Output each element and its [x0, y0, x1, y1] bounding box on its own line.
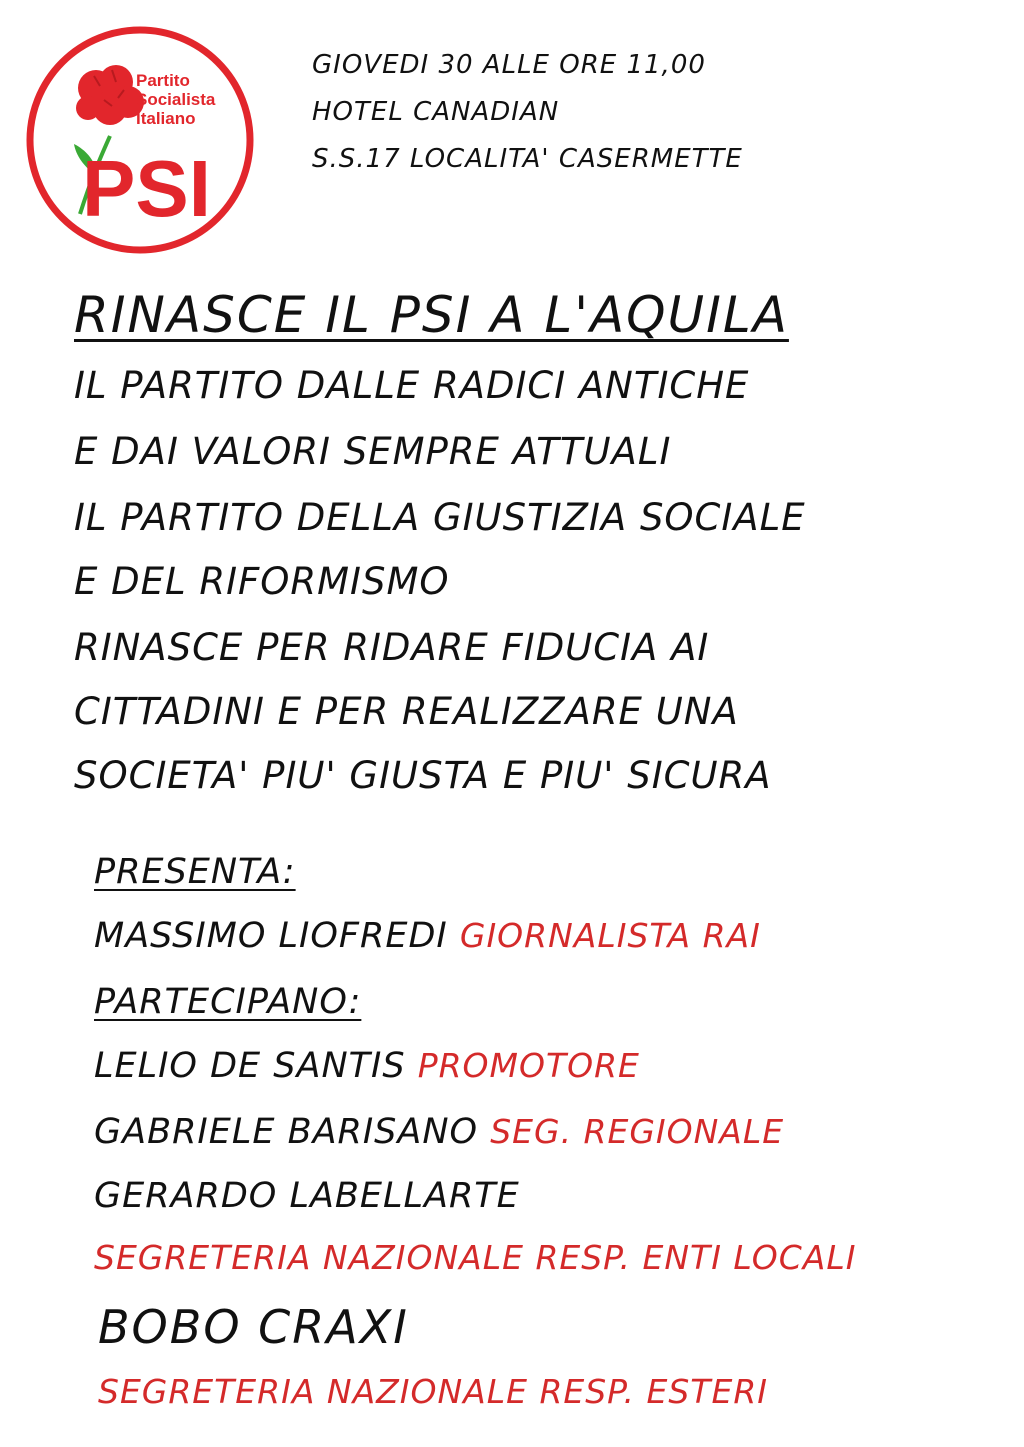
- headline: RINASCE IL PSI A L'AQUILA: [74, 286, 789, 344]
- event-venue: HOTEL CANADIAN: [312, 97, 560, 127]
- logo-line-2: Socialista: [136, 90, 216, 109]
- participant-role: SEGRETERIA NAZIONALE RESP. ENTI LOCALI: [94, 1238, 857, 1277]
- presenter-role: GIORNALISTA RAI: [459, 916, 761, 955]
- logo-mark: PSI: [82, 144, 211, 233]
- event-address: S.S.17 LOCALITA' CASERMETTE: [312, 144, 743, 174]
- presenter-row: [94, 916, 761, 956]
- participant-role: PROMOTORE: [417, 1046, 640, 1085]
- logo-line-3: Italiano: [136, 109, 196, 128]
- body-line-4: E DEL RIFORMISMO: [74, 560, 450, 603]
- participant-name: LELIO DE SANTIS: [94, 1046, 406, 1086]
- body-line-7: SOCIETA' PIU' GIUSTA E PIU' SICURA: [74, 754, 772, 797]
- participant-name-featured: BOBO CRAXI: [98, 1300, 409, 1354]
- body-line-2: E DAI VALORI SEMPRE ATTUALI: [74, 430, 672, 473]
- body-line-3: IL PARTITO DELLA GIUSTIZIA SOCIALE: [74, 496, 806, 539]
- presenter-name: MASSIMO LIOFREDI: [94, 916, 448, 956]
- participant-row: [94, 1112, 784, 1152]
- participant-role: SEGRETERIA NAZIONALE RESP. ESTERI: [98, 1372, 768, 1411]
- participant-name: GABRIELE BARISANO: [94, 1112, 479, 1152]
- logo-line-1: Partito: [136, 71, 190, 90]
- body-line-1: IL PARTITO DALLE RADICI ANTICHE: [74, 364, 750, 407]
- participant-name: GERARDO LABELLARTE: [94, 1176, 520, 1216]
- psi-logo: [24, 24, 256, 256]
- partecipano-label: PARTECIPANO:: [94, 982, 362, 1022]
- presenta-label: PRESENTA:: [94, 852, 296, 892]
- body-line-6: CITTADINI E PER REALIZZARE UNA: [74, 690, 739, 733]
- body-line-5: RINASCE PER RIDARE FIDUCIA AI: [74, 626, 710, 669]
- participant-role: SEG. REGIONALE: [490, 1112, 785, 1151]
- event-date-time: GIOVEDI 30 ALLE ORE 11,00: [312, 50, 706, 80]
- participant-row: [94, 1046, 640, 1086]
